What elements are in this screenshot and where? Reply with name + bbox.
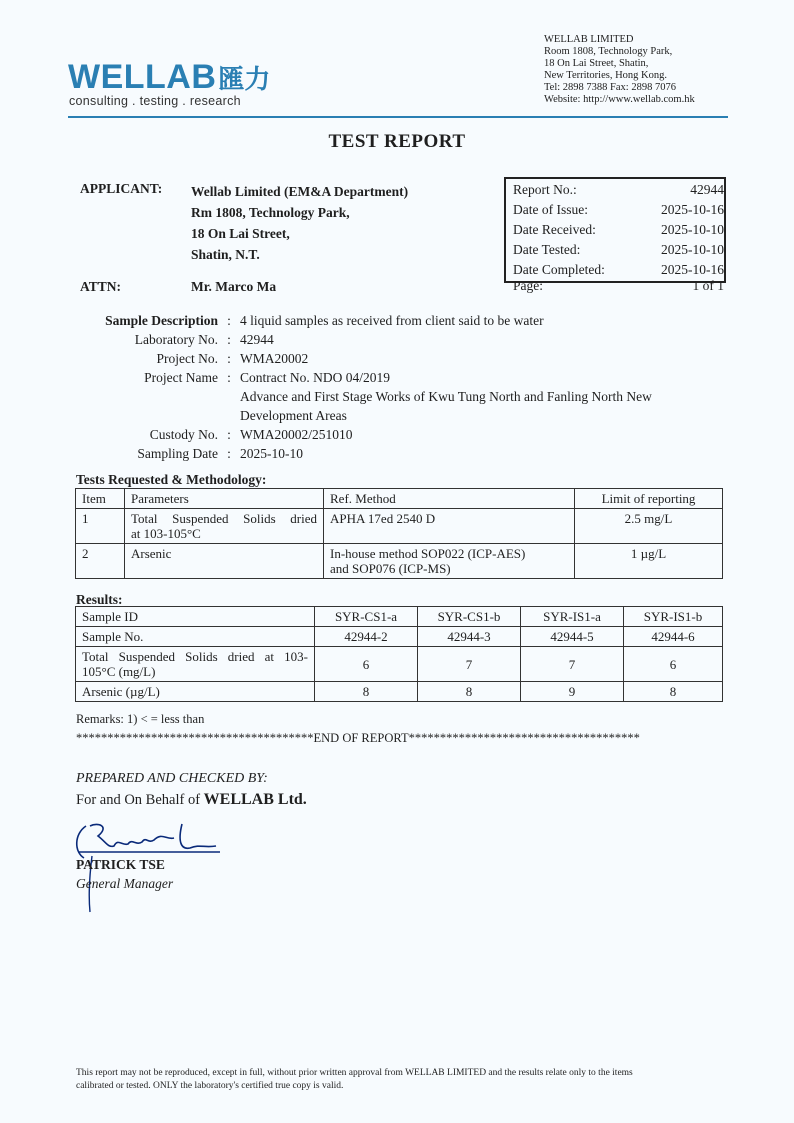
sample-id-cell: SYR-IS1-b xyxy=(624,607,723,627)
page-row xyxy=(506,276,724,296)
row-label: Sample ID xyxy=(76,607,315,627)
company-address-block xyxy=(544,34,695,106)
custody-no-label: Custody No. xyxy=(149,427,218,442)
table-row xyxy=(76,544,723,579)
methodology-heading: Tests Requested & Methodology: xyxy=(76,472,267,487)
company-logo xyxy=(68,58,270,97)
sample-no-cell: 42944-6 xyxy=(624,627,723,647)
report-number-value: 42944 xyxy=(690,182,724,197)
sample-description-label: Sample Description xyxy=(105,313,218,328)
custody-no-value: WMA20002/251010 xyxy=(240,427,353,442)
end-of-report-line: **************************************END OF REPORT************************************* xyxy=(76,731,640,745)
date-received-label: Date Received: xyxy=(513,222,596,237)
row-label-line: 105°C (mg/L) xyxy=(82,664,156,679)
result-cell: 8 xyxy=(315,682,418,702)
column-header: Parameters xyxy=(125,489,324,509)
company-name: WELLAB LIMITED xyxy=(544,34,634,45)
row-label xyxy=(76,647,315,682)
table-row xyxy=(76,607,723,627)
limit-cell: 1 µg/L xyxy=(575,544,723,579)
table-row xyxy=(76,682,723,702)
header-rule xyxy=(68,116,728,118)
phone-fax: Tel: 2898 7388 Fax: 2898 7076 xyxy=(544,82,676,93)
date-tested-value: 2025-10-10 xyxy=(661,242,724,257)
sample-description-value: 4 liquid samples as received from client said to be water xyxy=(240,313,544,328)
sample-no-cell: 42944-5 xyxy=(521,627,624,647)
date-of-issue-row xyxy=(506,200,724,220)
project-no-value: WMA20002 xyxy=(240,351,309,366)
date-completed-label: Date Completed: xyxy=(513,262,605,277)
sample-no-cell: 42944-3 xyxy=(418,627,521,647)
applicant-label: APPLICANT: xyxy=(80,181,163,196)
project-name-line: Advance and First Stage Works of Kwu Tung North and Fanling North New xyxy=(240,389,652,404)
results-heading: Results: xyxy=(76,592,123,607)
table-row xyxy=(76,627,723,647)
on-behalf-prefix: For and On Behalf of xyxy=(76,792,204,808)
result-cell: 8 xyxy=(418,682,521,702)
result-cell: 6 xyxy=(624,647,723,682)
attn-value: Mr. Marco Ma xyxy=(191,279,277,294)
page-title: TEST REPORT xyxy=(328,131,466,152)
project-name-value xyxy=(240,368,720,425)
laboratory-no-value: 42944 xyxy=(240,332,274,347)
report-number-label: Report No.: xyxy=(513,182,577,197)
applicant-line: Shatin, N.T. xyxy=(191,247,260,262)
signatory-name: PATRICK TSE xyxy=(76,857,165,872)
row-label: Arsenic (µg/L) xyxy=(76,682,315,702)
page-label: Page: xyxy=(513,278,543,293)
parameter-cell xyxy=(125,509,324,544)
logo-tagline: consulting . testing . research xyxy=(69,94,241,108)
logo-wordmark: WELLAB xyxy=(68,58,217,96)
colon: : xyxy=(227,313,231,328)
method-cell: APHA 17ed 2540 D xyxy=(324,509,575,544)
date-of-issue-label: Date of Issue: xyxy=(513,202,588,217)
date-of-issue-value: 2025-10-16 xyxy=(661,202,724,217)
sampling-date-label: Sampling Date xyxy=(137,446,218,461)
footer-line: This report may not be reproduced, except in full, without prior written approval from WELLAB LIMITED and the results relate only to the items xyxy=(76,1068,633,1078)
remarks: Remarks: 1) < = less than xyxy=(76,712,205,726)
result-cell: 7 xyxy=(521,647,624,682)
result-cell: 7 xyxy=(418,647,521,682)
attn-label: ATTN: xyxy=(80,279,122,294)
footer-line: calibrated or tested. ONLY the laboratory's certified true copy is valid. xyxy=(76,1081,344,1091)
date-tested-label: Date Tested: xyxy=(513,242,581,257)
colon: : xyxy=(227,427,231,442)
colon: : xyxy=(227,446,231,461)
item-cell: 1 xyxy=(76,509,125,544)
project-name-line: Contract No. NDO 04/2019 xyxy=(240,370,390,385)
limit-cell: 2.5 mg/L xyxy=(575,509,723,544)
table-header-row xyxy=(76,489,723,509)
on-behalf-company: WELLAB Ltd. xyxy=(203,791,307,808)
date-tested-row xyxy=(506,240,724,260)
date-completed-value: 2025-10-16 xyxy=(661,262,724,277)
logo-chinese: 匯力 xyxy=(218,65,271,95)
colon: : xyxy=(227,370,231,385)
method-line: In-house method SOP022 (ICP-AES) xyxy=(330,546,526,561)
applicant-line: Rm 1808, Technology Park, xyxy=(191,205,350,220)
sample-id-cell: SYR-IS1-a xyxy=(521,607,624,627)
sample-description-block xyxy=(70,311,720,463)
project-name-label: Project Name xyxy=(144,370,218,385)
row-label-line: Total Suspended Solids dried at 103- xyxy=(82,649,308,664)
report-number-row xyxy=(506,180,724,200)
report-info-box xyxy=(504,177,726,283)
footer-disclaimer xyxy=(76,1067,736,1093)
column-header: Ref. Method xyxy=(324,489,575,509)
parameter-line: Total Suspended Solids dried xyxy=(131,511,317,526)
parameter-cell: Arsenic xyxy=(125,544,324,579)
method-cell xyxy=(324,544,575,579)
project-no-label: Project No. xyxy=(156,351,218,366)
colon: : xyxy=(227,332,231,347)
signatory-title: General Manager xyxy=(76,876,174,891)
table-row xyxy=(76,509,723,544)
method-line: and SOP076 (ICP-MS) xyxy=(330,561,451,576)
item-cell: 2 xyxy=(76,544,125,579)
sample-id-cell: SYR-CS1-a xyxy=(315,607,418,627)
prepared-by-label: PREPARED AND CHECKED BY: xyxy=(76,771,268,786)
sampling-date-value: 2025-10-10 xyxy=(240,446,303,461)
result-cell: 8 xyxy=(624,682,723,702)
project-name-line: Development Areas xyxy=(240,408,347,423)
website: Website: http://www.wellab.com.hk xyxy=(544,94,695,105)
results-table xyxy=(75,606,723,702)
column-header: Limit of reporting xyxy=(575,489,723,509)
methodology-table xyxy=(75,488,723,579)
applicant-line: 18 On Lai Street, xyxy=(191,226,290,241)
page-value: 1 of 1 xyxy=(692,278,724,293)
column-header: Item xyxy=(76,489,125,509)
applicant-line: Wellab Limited (EM&A Department) xyxy=(191,184,409,199)
laboratory-no-label: Laboratory No. xyxy=(134,332,218,347)
result-cell: 9 xyxy=(521,682,624,702)
row-label: Sample No. xyxy=(76,627,315,647)
sample-id-cell: SYR-CS1-b xyxy=(418,607,521,627)
date-received-row xyxy=(506,220,724,240)
date-received-value: 2025-10-10 xyxy=(661,222,724,237)
colon: : xyxy=(227,351,231,366)
address-line: Room 1808, Technology Park, xyxy=(544,46,673,57)
table-row xyxy=(76,647,723,682)
on-behalf-line xyxy=(76,791,307,809)
sample-no-cell: 42944-2 xyxy=(315,627,418,647)
applicant-address xyxy=(191,181,408,265)
parameter-line: at 103-105°C xyxy=(131,526,201,541)
result-cell: 6 xyxy=(315,647,418,682)
address-line: New Territories, Hong Kong. xyxy=(544,70,668,81)
address-line: 18 On Lai Street, Shatin, xyxy=(544,58,649,69)
